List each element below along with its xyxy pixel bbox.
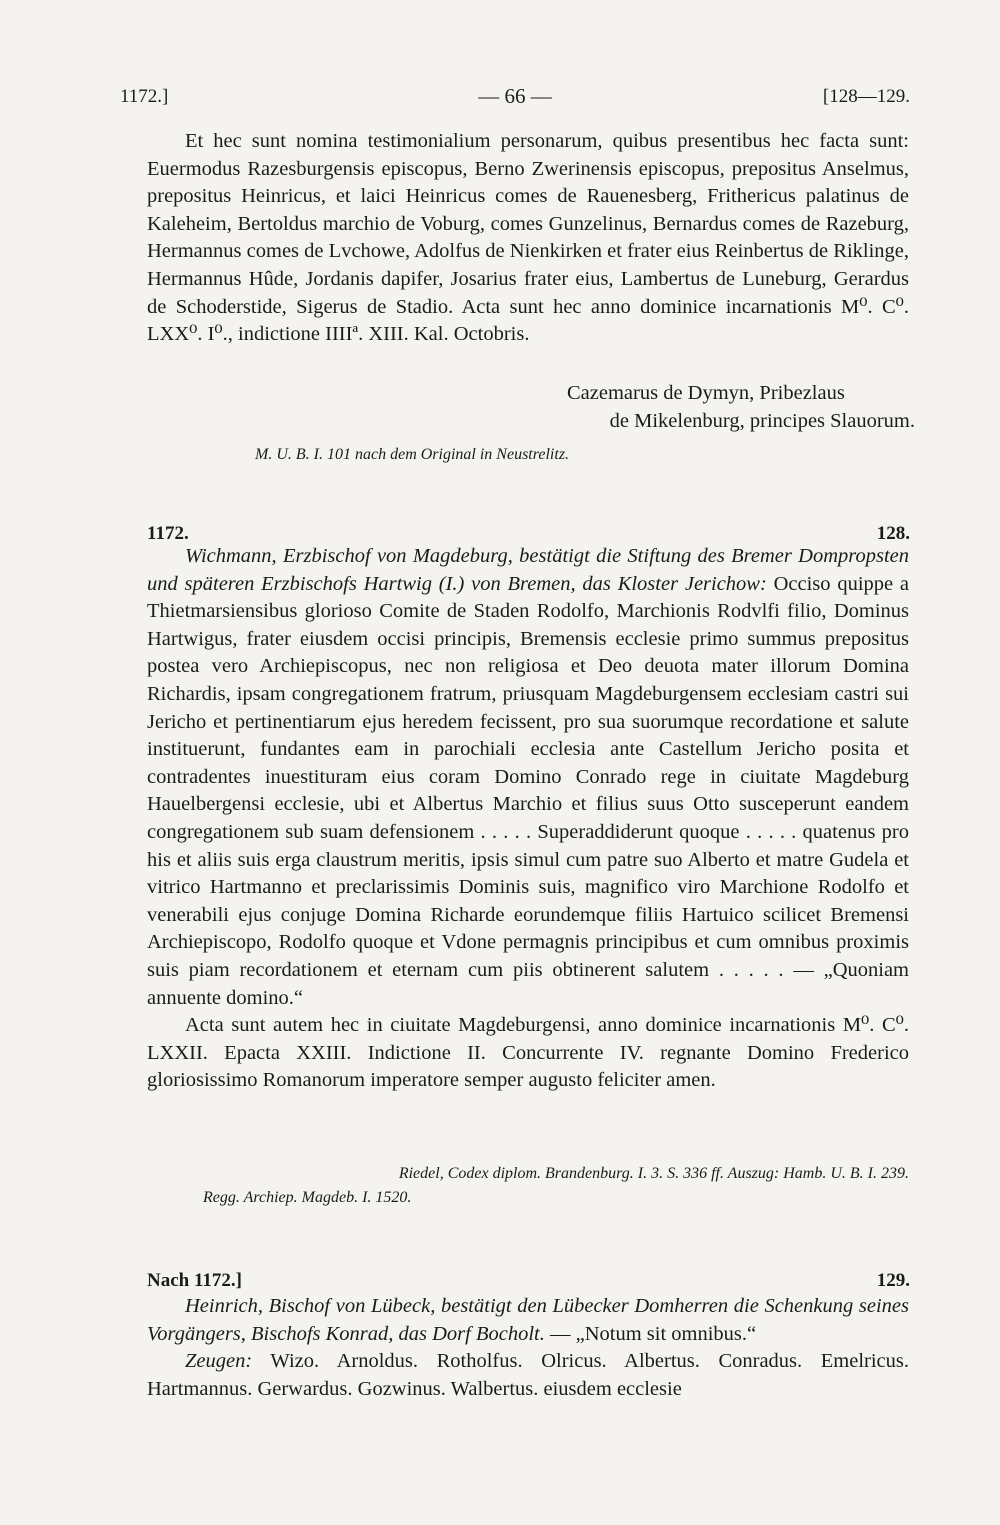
doc128-body bbox=[147, 543, 909, 1095]
header-doc-range: [128—129. bbox=[822, 86, 910, 107]
doc127-text: Et hec sunt nomina testimonialium personarum, quibus presentibus hec facta sunt: Euermodus Razesburgensis episcopus, Berno Zwerinensis episcopus, prepositus Anselmus, prepositus Heinricus, et laici Heinricus comes de Rauenesberg, Frithericus palatinus de Kaleheim, Bertoldus marchio de Voburg, comes Gunzelinus, Bernardus comes de Razeburg, Hermannus comes de Lvchowe, Adolfus de Nienkirken et frater eius Reinbertus de Riklinge, Hermannus Hûde, Jordanis dapifer, Josarius frater eius, Lambertus de Luneburg, Gerardus de Schoderstide, Sigerus de Stadio. Acta sunt hec anno dominice incarnationis M⁰. C⁰. LXX⁰. I⁰., indictione IIIIª. XIII. Kal. Octobris. bbox=[147, 130, 909, 346]
doc128-date: 1172. bbox=[147, 523, 189, 544]
doc128-number: 128. bbox=[876, 523, 910, 544]
doc129-date: Nach 1172.] bbox=[147, 1270, 242, 1291]
signature-line-2: de Mikelenburg, principes Slauorum. bbox=[609, 409, 915, 432]
doc127-witness-paragraph bbox=[147, 128, 909, 349]
doc129-body bbox=[147, 1293, 909, 1403]
doc129-witnesses: Wizo. Arnoldus. Rotholfus. Olricus. Albertus. Conradus. Emelricus. Hartmannus. Gerwardus. Gozwinus. Walbertus. eiusdem ecclesie bbox=[147, 1350, 909, 1400]
running-head bbox=[120, 86, 910, 116]
doc127-source: M. U. B. I. 101 nach dem Original in Neustrelitz. bbox=[255, 446, 570, 463]
doc128-text2: Acta sunt autem hec in ciuitate Magdeburgensi, anno dominice incarnationis M⁰. C⁰. LXXII. Epacta XXIII. Indictione II. Concurrente IV. regnante Domino Frederico gloriosissimo Romanorum imperatore semper augusto feliciter amen. bbox=[147, 1014, 909, 1092]
doc127-signatories bbox=[545, 380, 915, 435]
doc129-summary: Heinrich, Bischof von Lübeck, bestätigt den Lübecker Domherren die Schenkung seines Vorgängers, Bischofs Konrad, das Dorf Bocholt. bbox=[147, 1295, 909, 1345]
header-year: 1172.] bbox=[120, 86, 169, 107]
doc128-source-1: Riedel, Codex diplom. Brandenburg. I. 3. S. 336 ff. Auszug: Hamb. U. B. I. 239. bbox=[398, 1165, 909, 1182]
doc129-witness-label: Zeugen: bbox=[185, 1350, 253, 1373]
doc128-sources bbox=[147, 1162, 909, 1210]
doc128-summary: Wichmann, Erzbischof von Magdeburg, bestätigt die Stiftung des Bremer Dompropsten und späteren Erzbischofs Hartwig (I.) von Bremen, das Kloster Jerichow: bbox=[147, 545, 909, 595]
doc129-incipit: — „Notum sit omnibus.“ bbox=[544, 1322, 757, 1345]
doc128-source-2: Regg. Archiep. Magdeb. I. 1520. bbox=[203, 1189, 412, 1206]
signature-line-1: Cazemarus de Dymyn, Pribezlaus bbox=[567, 382, 845, 404]
doc129-number: 129. bbox=[876, 1270, 910, 1291]
page-number: — 66 — bbox=[478, 84, 552, 108]
doc128-text: Occiso quippe a Thietmarsiensibus glorioso Comite de Staden Rodolfo, Marchionis Rodvlfi filio, Dominus Hartwigus, frater eiusdem occisi principis, Bremensis ecclesie primo summus prepositus postea vero Archiepiscopus, nec non religiosa et Deo deuota mater illorum Domina Richardis, ipsam congregationem fratrum, priusquam Magdeburgensem ecclesiam castri sui Jericho et pertinentiarum ejus heredem fecissent, pro sua suorumque recordatione et salute instituerunt, fundantes eam in parochiali ecclesia ante Castellum Jericho posita et contradentes inuestituram eius coram Domino Conrado rege in ciuitate Magdeburg Hauelbergensi ecclesie, ubi et Albertus Marchio et filius suus Otto susceperunt eandem congregationem sub suam defensionem . . . . . Superaddiderunt quoque . . . . . quatenus pro his et aliis suis erga claustrum meritis, ipsis simul cum patre suo Alberto et matre Gudela et vitrico Hartmanno et preclarissimis Dominis suis, magnifico viro Marchione Rodolfo et venerabili ejus conjuge Domina Richarde eorundemque filiis Hartuico scilicet Bremensi Archiepiscopo, Rodolfo quoque et Vdone permagnis principibus et cum omnibus proximis suis piam recordationem et eternam cum piis obtinerent salutem . . . . . — „Quoniam annuente domino.“ bbox=[147, 572, 909, 1009]
